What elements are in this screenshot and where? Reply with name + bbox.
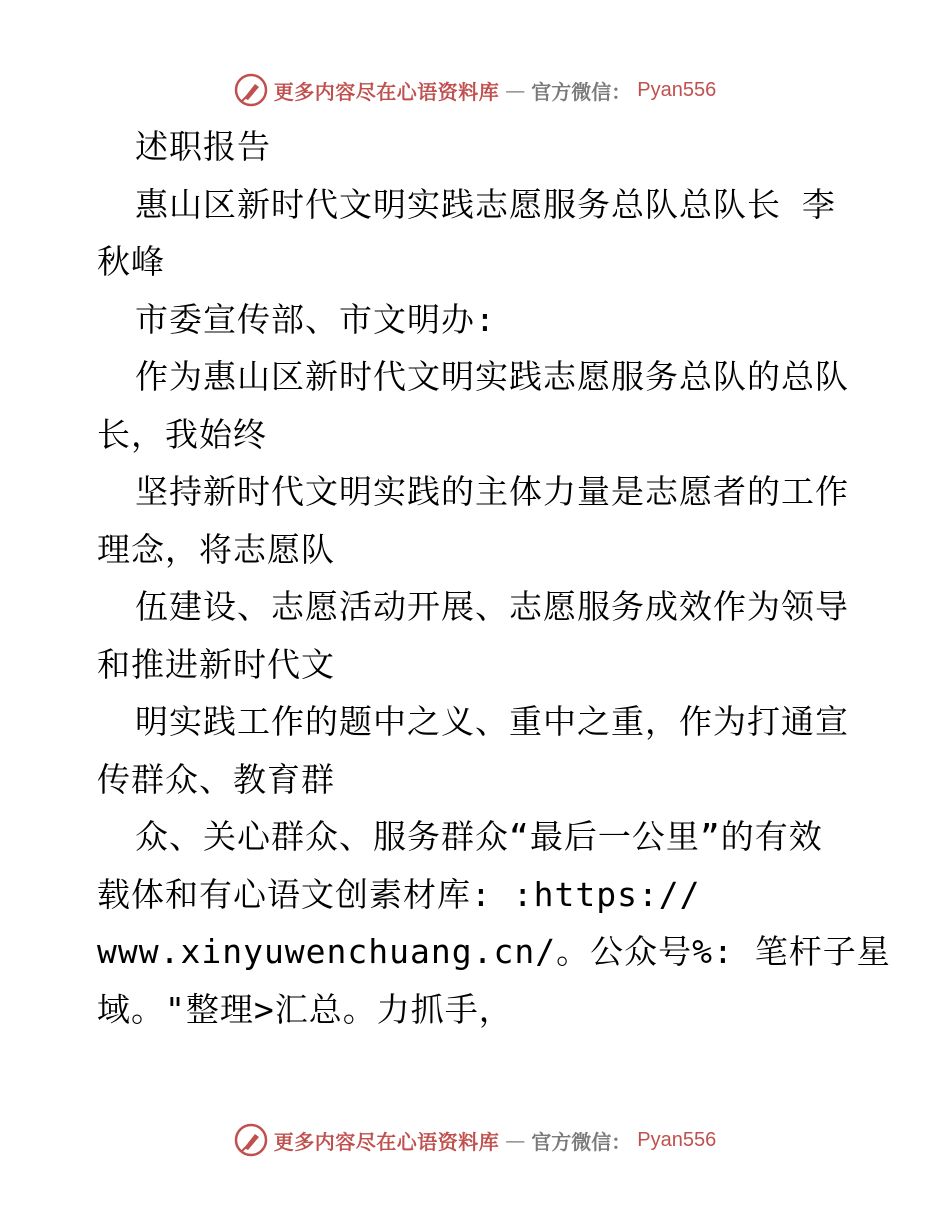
document-line: 和推进新时代文 bbox=[97, 644, 335, 684]
document-line: 明实践工作的题中之义、重中之重，作为打通宣 bbox=[135, 702, 849, 741]
fountain-pen-icon bbox=[234, 73, 268, 107]
document-line: 惠山区新时代文明实践志愿服务总队总队长 李 bbox=[135, 184, 836, 224]
document-line: 域。"整理>汇总。力抓手， bbox=[97, 989, 513, 1029]
document-line: 传群众、教育群 bbox=[97, 759, 335, 799]
watermark-handle: Pyan556 bbox=[637, 1128, 717, 1151]
watermark-official-label: 官方微信： bbox=[531, 79, 632, 104]
document-title: 述职报告 bbox=[135, 127, 271, 166]
document-line: 坚持新时代文明实践的主体力量是志愿者的工作 bbox=[135, 472, 849, 511]
watermark-official-label: 官方微信： bbox=[531, 1129, 632, 1154]
document-line: 秋峰 bbox=[97, 242, 165, 281]
document-line: 众、关心群众、服务群众“最后一公里”的有效 bbox=[135, 817, 823, 856]
document-line: 伍建设、志愿活动开展、志愿服务成效作为领导 bbox=[135, 587, 849, 626]
watermark-separator: — bbox=[505, 1128, 526, 1152]
document-line: 市委宣传部、市文明办: bbox=[135, 299, 496, 339]
header-watermark bbox=[0, 70, 950, 110]
document-body bbox=[97, 118, 891, 1038]
document-line: 载体和有心语文创素材库: :https:// bbox=[97, 874, 701, 914]
footer-watermark bbox=[0, 1120, 950, 1160]
watermark-handle: Pyan556 bbox=[637, 78, 717, 101]
document-line: 理念，将志愿队 bbox=[97, 529, 335, 569]
watermark-brand: 更多内容尽在心语资料库 bbox=[273, 1129, 500, 1154]
document-line: www.xinyuwenchuang.cn/。公众号%: 笔杆子星 bbox=[97, 932, 891, 971]
document-line: 长，我始终 bbox=[97, 414, 267, 454]
watermark-separator: — bbox=[505, 78, 526, 102]
fountain-pen-icon bbox=[234, 1123, 268, 1157]
document-line: 作为惠山区新时代文明实践志愿服务总队的总队 bbox=[135, 357, 849, 396]
watermark-brand: 更多内容尽在心语资料库 bbox=[273, 79, 500, 104]
